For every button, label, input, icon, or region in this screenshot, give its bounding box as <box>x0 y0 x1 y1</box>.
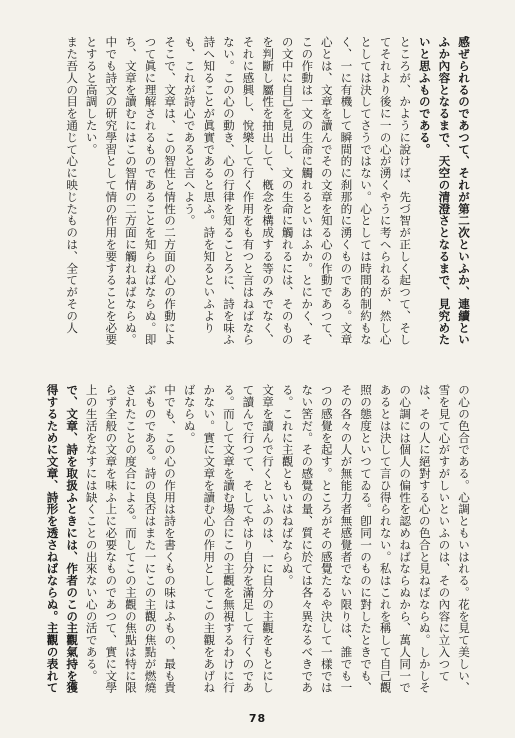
paragraph: 中でも、この心の作用は詩を書くもの味はふもの、最も貴ぶものである。詩の良否はまた一にこの主觀の焦點が燃燒されたことの度合による。而してこの主觀の焦點は特に限らず全般の文章を味ふ上に必要なものであつて、實に文學上の生活をなすには缺くことの出來ない心の活である。 <box>84 384 178 694</box>
paragraph: そこで、文章は、この智性と情性の二方面の心の作動によつて眞に理解されるものであることを知らねばならぬ。即ち、文章を讀むにはこの智情の二方面に觸れねばならぬ。中でも詩文の研究學習として情の作用を要することを必要とすると高調したい。 <box>84 36 178 346</box>
paragraph: の心の色合である。心調ともいはれる。花を見て美しい、雪を見て心がすがしいといふのは、その內容に立入つては、その人に絕對する心の色合と見ねばならぬ。しかしその心調には個人の偏性を認めねばならぬから、萬人同一であるとは決して言ひ得られない。私はこれを稱して自己觀照の態度といつてゐる。卽同一のものに對したときでも、その各々の人が無能力者無感覺者でない限りは、誰でも一つの感覺を起す。ところがその感覺たるや決して一樣ではない筈だ。その感覺の量、質に於ては各々異なるべきである。これに主觀ともいはねばならぬ。 <box>280 384 471 694</box>
paragraph: ところが、かように說けば、先づ智が正しく起つて、そしてそれより後に一の心が湧くやうに考へられるが、然し心としては決してさうではない。心としては時間的制約もなく、一に有機して瞬間的に刹那的に湧くものである。文章心とは、文章を讀んでその文章を知る心の作動であつて、この作動は一文の生命に觸れるといはふか。とにかく、その文中に自己を見出し、文の生命に觸れるには、そのものを判斷し屬性を抽出して、槪念を構成する等のみでなく、それに感興し、悅樂して行く作用をも有つと言はねばならない。この心の動き、心の行律を知ることろに、詩を味ふ詩へ知ることが眞實であると思ふ。詩を知るといふよりも、これが詩心であると言へよう。 <box>182 36 413 346</box>
lower-text-block <box>1 384 473 704</box>
upper-text-block <box>1 36 473 356</box>
page-number: 78 <box>248 712 267 725</box>
paragraph: また吾人の目を通じて心に映じたものは、全てがその人 <box>65 36 80 334</box>
paragraph: で、文章、詩を取扱ふときには、作者のこの主觀氣持を獲得するために文章、詩形を透さねばならぬ。主觀の表れて <box>45 384 80 694</box>
paragraph: 感ぜられるのであつて、それが第二次といふか、連續といふか內容となるまで、天空の清澄さとなるまで、見究めたいと思ふものである。 <box>417 36 471 346</box>
paragraph: 文章を讀んで行くといふのは、一に自分の主觀をもとにして讀んで行つて、そしてやはり自分を滿足して行くのである。而して文章を讀む場合にこの主觀を無視するわけに行かない。實に文章を讀む心の作用としてこの主觀をあげねばならぬ。 <box>182 384 276 694</box>
